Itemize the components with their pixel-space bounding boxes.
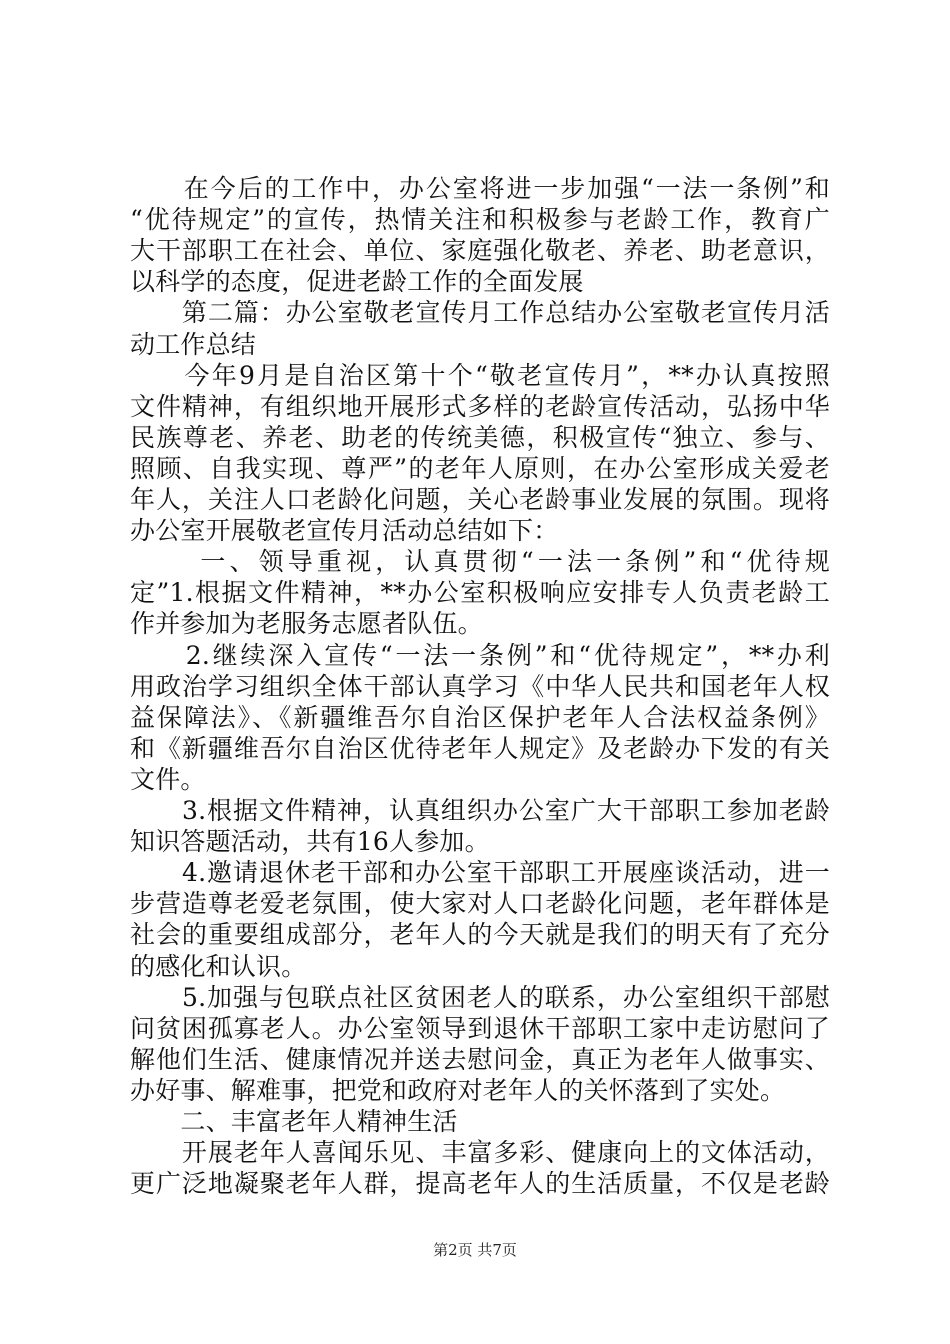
body-text-line: 定”1.根据文件精神，**办公室积极响应安排专人负责老龄工: [130, 578, 830, 608]
body-text-line: 更广泛地凝聚老年人群，提高老年人的生活质量，不仅是老龄: [130, 1169, 830, 1199]
body-text-line: 二、丰富老年人精神生活: [130, 1107, 458, 1136]
body-text-line: 民族尊老、养老、助老的传统美德，积极宣传“独立、参与、: [130, 422, 830, 452]
body-text-line: 今年9月是自治区第十个“敬老宣传月”，**办认真按照: [130, 360, 830, 390]
body-text-line: 办公室开展敬老宣传月活动总结如下：: [130, 516, 559, 546]
body-text-line: 和《新疆维吾尔自治区优待老年人规定》及老龄办下发的有关: [130, 733, 830, 763]
body-text-line: 办好事、解难事，把党和政府对老年人的关怀落到了实处。: [130, 1075, 786, 1105]
body-text-line: 开展老年人喜闻乐见、丰富多彩、健康向上的文体活动，: [130, 1138, 830, 1168]
page-footer: 第2页 共7页: [433, 1241, 517, 1259]
body-text-line: 动工作总结: [130, 329, 257, 359]
body-text-line: 社会的重要组成部分，老年人的今天就是我们的明天有了充分: [130, 920, 830, 950]
body-text-line: 问贫困孤寡老人。办公室领导到退休干部职工家中走访慰问了: [130, 1013, 830, 1043]
body-text-line: 3.根据文件精神，认真组织办公室广大干部职工参加老龄: [130, 796, 830, 825]
body-text-line: 一、领导重视，认真贯彻“一法一条例”和“优待规: [130, 547, 830, 577]
body-text-line: 步营造尊老爱老氛围，使大家对人口老龄化问题，老年群体是: [130, 889, 830, 919]
body-text-line: 年人，关注人口老龄化问题，关心老龄事业发展的氛围。现将: [130, 485, 830, 514]
body-text-line: 解他们生活、健康情况并送去慰问金，真正为老年人做事实、: [130, 1044, 830, 1074]
body-text-line: 知识答题活动，共有16人参加。: [130, 827, 490, 857]
body-text-line: 用政治学习组织全体干部认真学习《中华人民共和国老年人权: [130, 671, 830, 701]
body-text-line: 文件。: [130, 764, 206, 794]
body-text-line: “优待规定”的宣传，热情关注和积极参与老龄工作，教育广: [130, 205, 830, 235]
body-text-line: 大干部职工在社会、单位、家庭强化敬老、养老、助老意识，: [130, 236, 830, 266]
body-text-line: 益保障法》、《新疆维吾尔自治区保护老年人合法权益条例》: [130, 702, 830, 732]
body-text-line: 4.邀请退休老干部和办公室干部职工开展座谈活动，进一: [130, 858, 830, 888]
body-text-line: 的感化和认识。: [130, 951, 307, 981]
body-text-line: 照顾、自我实现、尊严”的老年人原则，在办公室形成关爱老: [130, 453, 830, 483]
body-text-line: 作并参加为老服务志愿者队伍。: [130, 609, 483, 639]
body-text-line: 2.继续深入宣传“一法一条例”和“优待规定”，**办利: [130, 640, 830, 670]
body-text-line: 5.加强与包联点社区贫困老人的联系，办公室组织干部慰: [130, 982, 830, 1012]
body-text-line: 第二篇：办公室敬老宣传月工作总结办公室敬老宣传月活: [130, 298, 830, 328]
body-text-line: 以科学的态度，促进老龄工作的全面发展: [130, 267, 584, 297]
body-text-line: 在今后的工作中，办公室将进一步加强“一法一条例”和: [130, 174, 830, 203]
body-text-line: 文件精神，有组织地开展形式多样的老龄宣传活动，弘扬中华: [130, 391, 830, 421]
